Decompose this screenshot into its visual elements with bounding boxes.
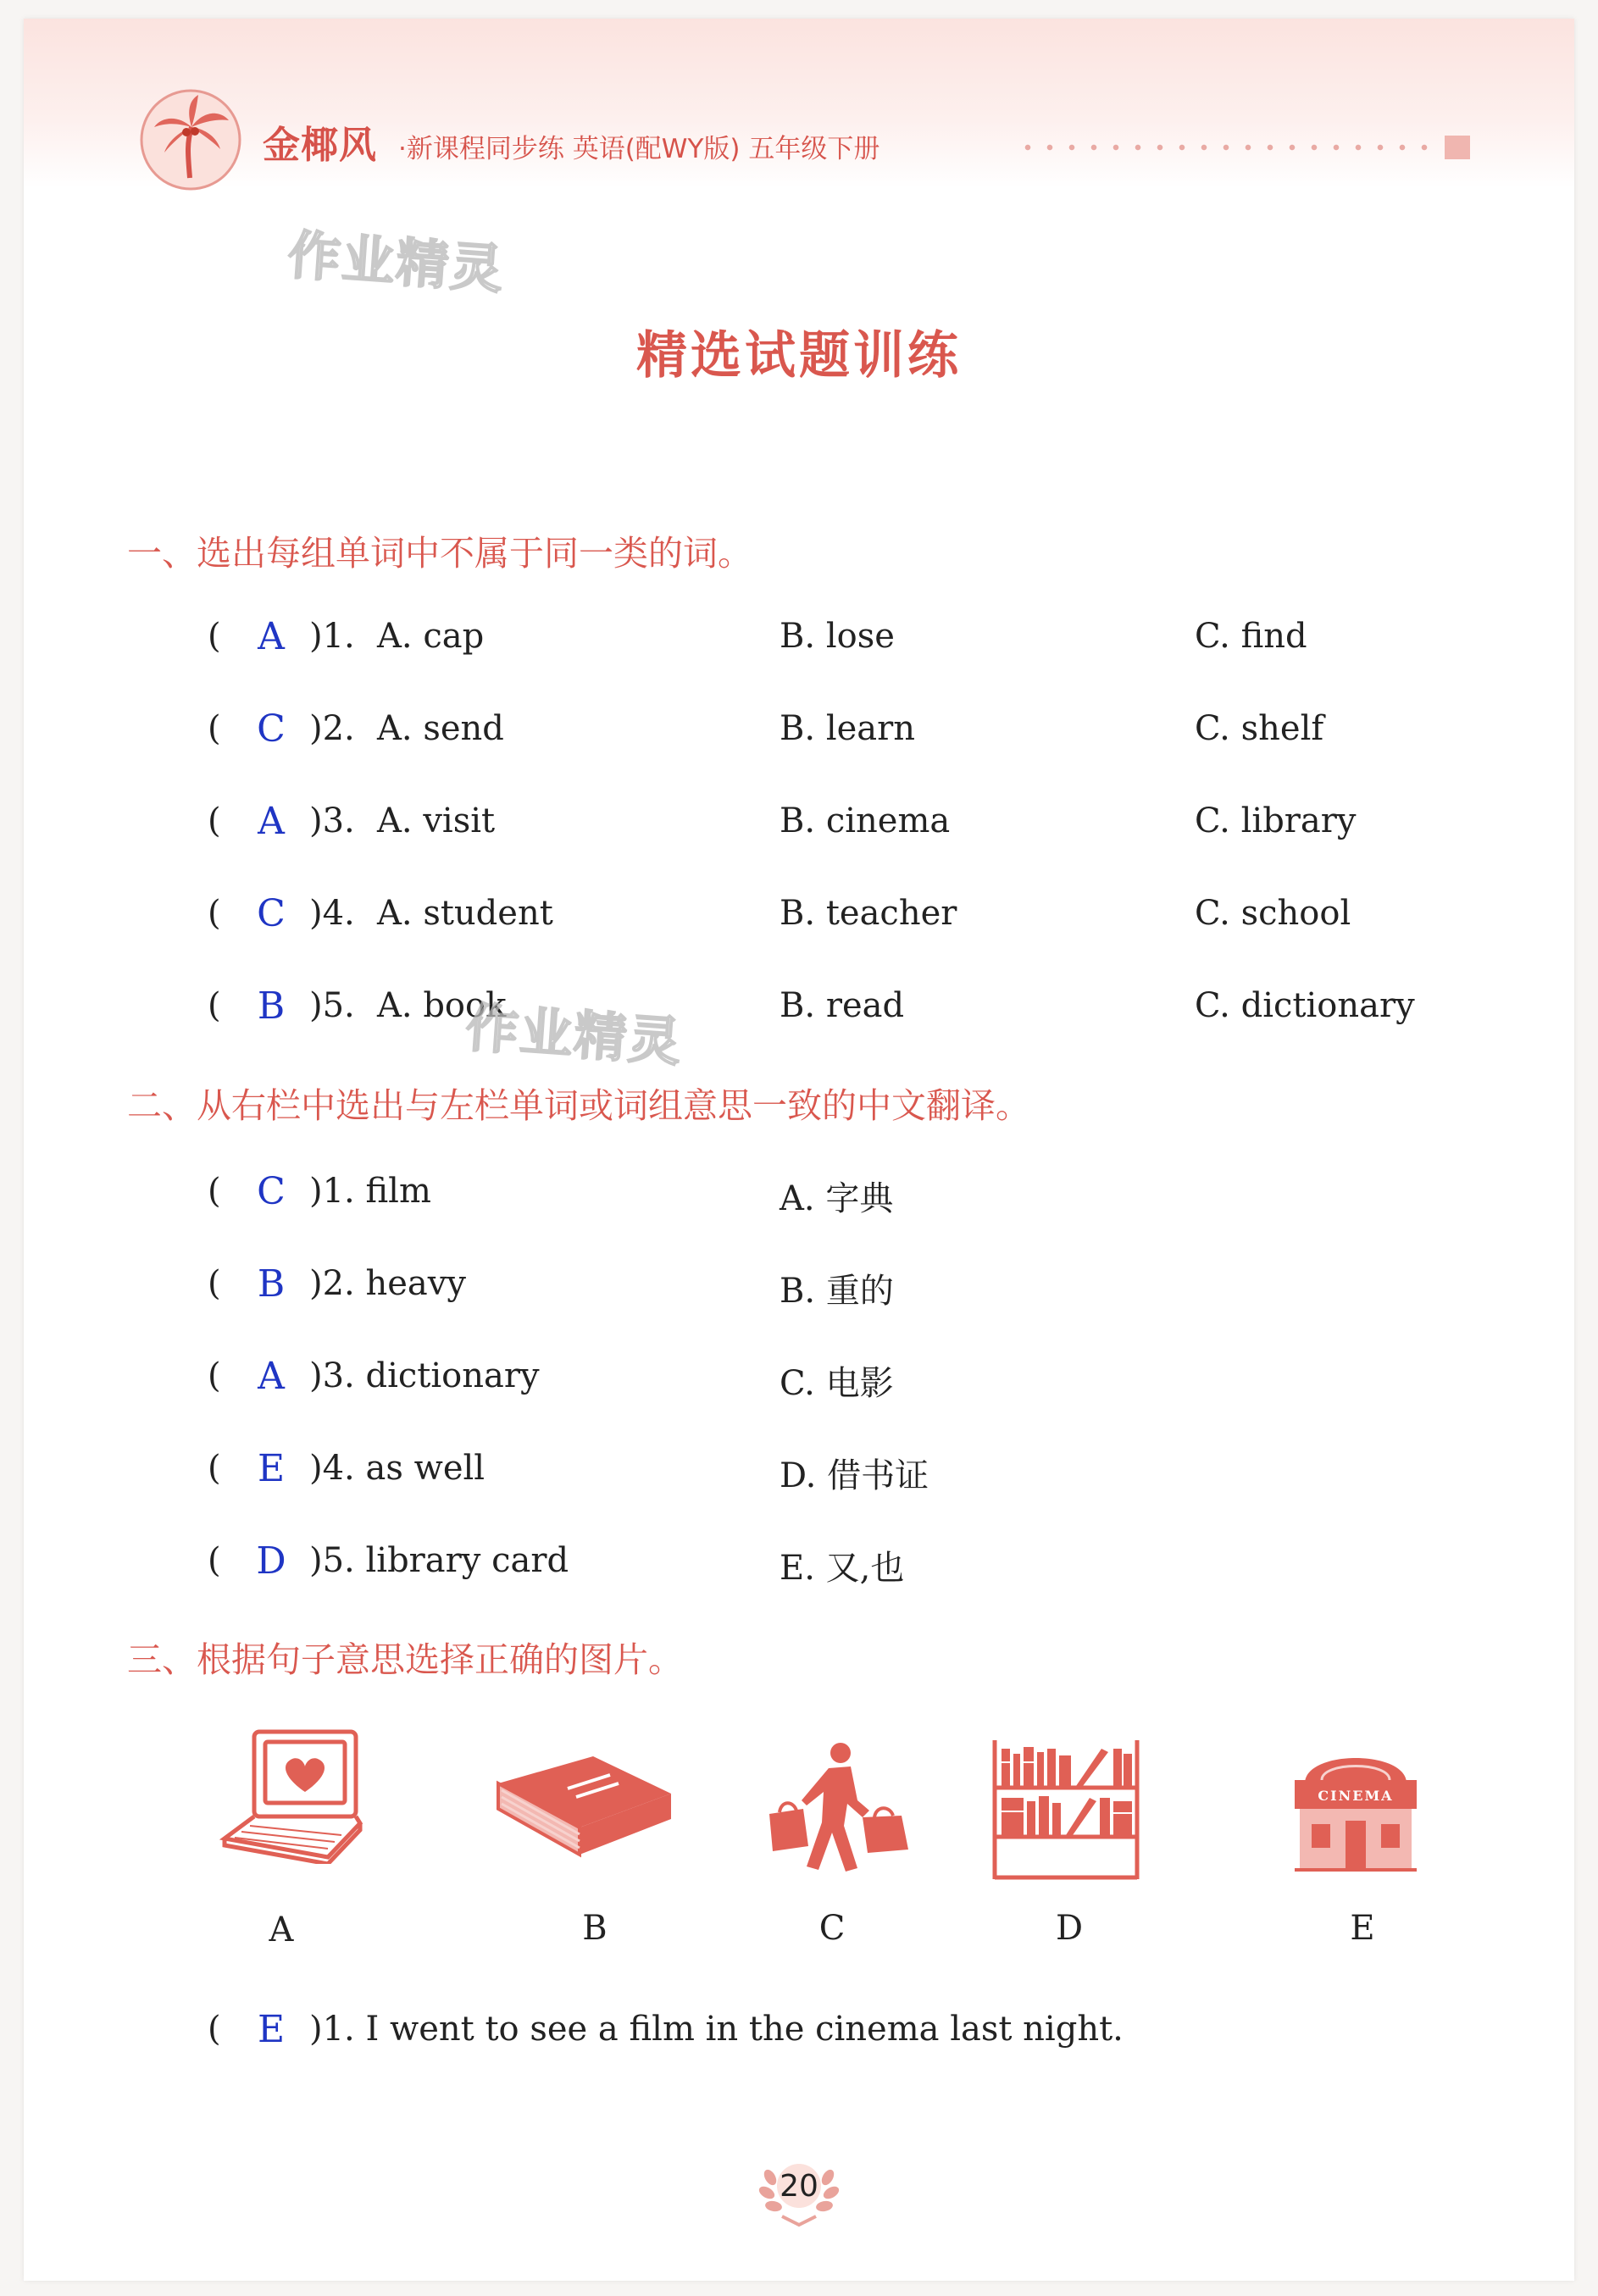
- section-1-heading: 一、选出每组单词中不属于同一类的词。: [127, 533, 752, 574]
- english-word: )3. dictionary: [309, 1356, 540, 1395]
- s1-row: [208, 986, 1479, 1045]
- s1-row: [208, 709, 1479, 768]
- paren-left: (: [208, 2010, 221, 2049]
- header-dots: [1017, 144, 1440, 151]
- option-a: A. visit: [377, 801, 496, 840]
- option-b: B. read: [780, 986, 905, 1025]
- option-c: C. library: [1195, 801, 1357, 840]
- answer: D: [256, 1539, 286, 1583]
- cinema-icon: [1288, 1733, 1423, 1877]
- chinese-option: D. 借书证: [780, 1456, 929, 1495]
- picture-label-a: A: [269, 1911, 294, 1949]
- picture-label-e: E: [1350, 1909, 1375, 1948]
- english-word: )2. heavy: [309, 1264, 466, 1303]
- answer: C: [257, 892, 286, 935]
- sentence: )1. I went to see a film in the cinema last night.: [309, 2010, 1124, 2049]
- laptop-icon: [216, 1728, 369, 1864]
- paren-left: (: [208, 1449, 221, 1488]
- english-word: )1. film: [309, 1172, 431, 1211]
- question-number: )3.: [309, 801, 355, 840]
- s2-row: [208, 1541, 1479, 1600]
- answer: C: [257, 1170, 286, 1213]
- s3-row: [208, 2010, 1479, 2069]
- paren-left: (: [208, 1541, 221, 1580]
- option-c: C. shelf: [1195, 709, 1324, 748]
- paren-left: (: [208, 986, 221, 1025]
- question-number: )4.: [309, 894, 355, 933]
- option-c: C. school: [1195, 894, 1351, 933]
- s2-row: [208, 1172, 1479, 1231]
- book-series-title: ·新课程同步练 英语(配WY版) 五年级下册: [398, 134, 880, 164]
- bookshelf-icon: [990, 1737, 1142, 1881]
- header-square: [1445, 136, 1470, 159]
- s2-row: [208, 1264, 1479, 1323]
- answer: A: [258, 615, 285, 658]
- s2-row: [208, 1356, 1479, 1416]
- svg-text:CINEMA: CINEMA: [1318, 1788, 1394, 1804]
- answer: E: [257, 1447, 286, 1490]
- paren-left: (: [208, 1264, 221, 1303]
- option-b: B. learn: [780, 709, 916, 748]
- s1-row: [208, 801, 1479, 861]
- brand-name: 金椰风: [263, 124, 377, 167]
- answer: B: [257, 984, 286, 1028]
- book-icon: [491, 1750, 678, 1860]
- paren-left: (: [208, 894, 221, 933]
- chinese-option: A. 字典: [780, 1179, 894, 1218]
- section-2-heading: 二、从右栏中选出与左栏单词或词组意思一致的中文翻译。: [127, 1085, 1030, 1126]
- answer: E: [257, 2008, 286, 2051]
- s2-row: [208, 1449, 1479, 1508]
- paren-left: (: [208, 709, 221, 748]
- picture-label-b: B: [582, 1909, 608, 1948]
- watermark: 作业精灵: [463, 996, 685, 1073]
- answer: C: [257, 707, 286, 751]
- option-b: B. teacher: [780, 894, 957, 933]
- question-number: )1.: [309, 617, 355, 656]
- paren-left: (: [208, 617, 221, 656]
- english-word: )4. as well: [309, 1449, 486, 1488]
- section-3-heading: 三、根据句子意思选择正确的图片。: [127, 1639, 683, 1680]
- shopping-person-icon: [763, 1741, 915, 1877]
- page-number-badge: [757, 2152, 841, 2228]
- paren-left: (: [208, 1172, 221, 1211]
- chinese-option: E. 又,也: [780, 1549, 905, 1588]
- s1-row: [208, 617, 1479, 676]
- answer: A: [258, 1355, 285, 1398]
- answer: B: [257, 1262, 286, 1306]
- page-number: 20: [780, 2169, 818, 2204]
- question-number: )5.: [309, 986, 355, 1025]
- option-a: A. cap: [377, 617, 485, 656]
- option-b: B. lose: [780, 617, 895, 656]
- paren-left: (: [208, 801, 221, 840]
- palm-logo-icon: [136, 85, 246, 195]
- chinese-option: B. 重的: [780, 1272, 894, 1311]
- question-number: )2.: [309, 709, 355, 748]
- chinese-option: C. 电影: [780, 1364, 894, 1403]
- s1-row: [208, 894, 1479, 953]
- picture-label-c: C: [818, 1909, 846, 1948]
- page-title: 精选试题训练: [636, 326, 962, 385]
- option-a: A. student: [377, 894, 553, 933]
- option-c: C. find: [1195, 617, 1307, 656]
- answer: A: [258, 800, 285, 843]
- option-a: A. book: [377, 986, 507, 1025]
- watermark: 作业精灵: [286, 224, 507, 301]
- option-c: C. dictionary: [1195, 986, 1415, 1025]
- option-a: A. send: [377, 709, 504, 748]
- picture-label-d: D: [1055, 1909, 1084, 1948]
- option-b: B. cinema: [780, 801, 951, 840]
- english-word: )5. library card: [309, 1541, 569, 1580]
- paren-left: (: [208, 1356, 221, 1395]
